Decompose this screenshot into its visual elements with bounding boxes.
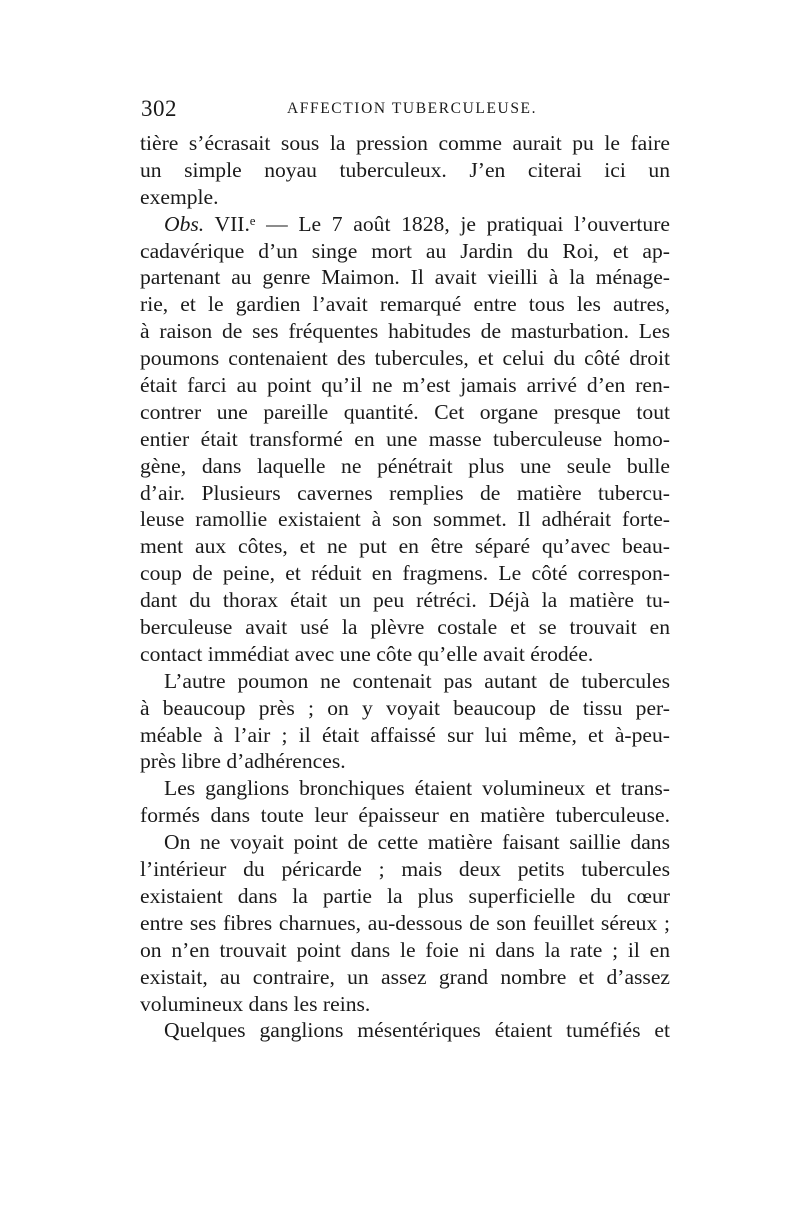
body-text bbox=[140, 130, 670, 1044]
text-line: méable à l’air ; il était affaissé sur lui même, et à-peu- bbox=[140, 722, 670, 747]
text-line: gène, dans laquelle ne pénétrait plus une seule bulle bbox=[140, 453, 670, 478]
text-line: partenant au genre Maimon. Il avait vieilli à la ménage- bbox=[140, 265, 670, 290]
text-line: Quelques ganglions mésentériques étaient tuméfiés et bbox=[164, 1018, 670, 1043]
observation-heading-line bbox=[140, 211, 670, 238]
text-line: d’air. Plusieurs cavernes remplies de matière tubercu- bbox=[140, 480, 670, 505]
observation-label: Obs. bbox=[164, 211, 205, 236]
text-line: contrer une pareille quantité. Cet organe presque tout bbox=[140, 399, 670, 424]
text-line: rie, et le gardien l’avait remarqué entre tous les autres, bbox=[140, 292, 670, 317]
text-line: exemple. bbox=[140, 184, 219, 209]
text-line: dant du thorax était un peu rétréci. Déjà la matière tu- bbox=[140, 588, 670, 613]
text-line: poumons contenaient des tubercules, et celui du côté droit bbox=[140, 346, 670, 371]
text-line: cadavérique d’un singe mort au Jardin du Roi, et ap- bbox=[140, 238, 670, 263]
text-line: près libre d’adhérences. bbox=[140, 749, 346, 774]
page-number: 302 bbox=[141, 96, 177, 121]
running-title: AFFECTION TUBERCULEUSE. bbox=[287, 100, 538, 117]
text-line: ment aux côtes, et ne put en être séparé qu’avec beau- bbox=[140, 534, 670, 559]
text-line: à beaucoup près ; on y voyait beaucoup de tissu per- bbox=[140, 695, 670, 720]
text-line: on n’en trouvait point dans le foie ni dans la rate ; il en bbox=[140, 937, 670, 962]
text-line: existaient dans la partie la plus superficielle du cœur bbox=[140, 883, 670, 908]
text-line: existait, au contraire, un assez grand nombre et d’assez bbox=[140, 964, 670, 989]
text-line: entier était transformé en une masse tuberculeuse homo- bbox=[140, 426, 670, 451]
text-line: contact immédiat avec une côte qu’elle avait érodée. bbox=[140, 641, 594, 666]
text-line: l’intérieur du péricarde ; mais deux petits tubercules bbox=[140, 857, 670, 882]
text-line: On ne voyait point de cette matière faisant saillie dans bbox=[164, 830, 670, 855]
text-line: un simple noyau tuberculeux. J’en citerai ici un bbox=[140, 157, 670, 182]
text-line: leuse ramollie existaient à son sommet. Il adhérait forte- bbox=[140, 507, 670, 532]
text-line: Les ganglions bronchiques étaient volumineux et trans- bbox=[164, 776, 670, 801]
text-line: tière s’écrasait sous la pression comme aurait pu le faire bbox=[140, 131, 670, 155]
text-line: volumineux dans les reins. bbox=[140, 991, 371, 1016]
text-line: entre ses fibres charnues, au-dessous de son feuillet séreux ; bbox=[140, 910, 670, 935]
text-line: était farci au point qu’il ne m’est jamais arrivé d’en ren- bbox=[140, 373, 670, 398]
text-line: berculeuse avait usé la plèvre costale et se trouvait en bbox=[140, 615, 670, 640]
text-line: formés dans toute leur épaisseur en matière tuberculeuse. bbox=[140, 803, 670, 828]
running-head bbox=[141, 96, 661, 126]
text-line: VII.ᵉ — Le 7 août 1828, je pratiquai l’ouverture bbox=[214, 211, 670, 236]
text-line: coup de peine, et réduit en fragmens. Le côté correspon- bbox=[140, 561, 670, 586]
text-line: à raison de ses fréquentes habitudes de masturbation. Les bbox=[140, 319, 670, 344]
text-line: L’autre poumon ne contenait pas autant de tubercules bbox=[164, 668, 670, 693]
